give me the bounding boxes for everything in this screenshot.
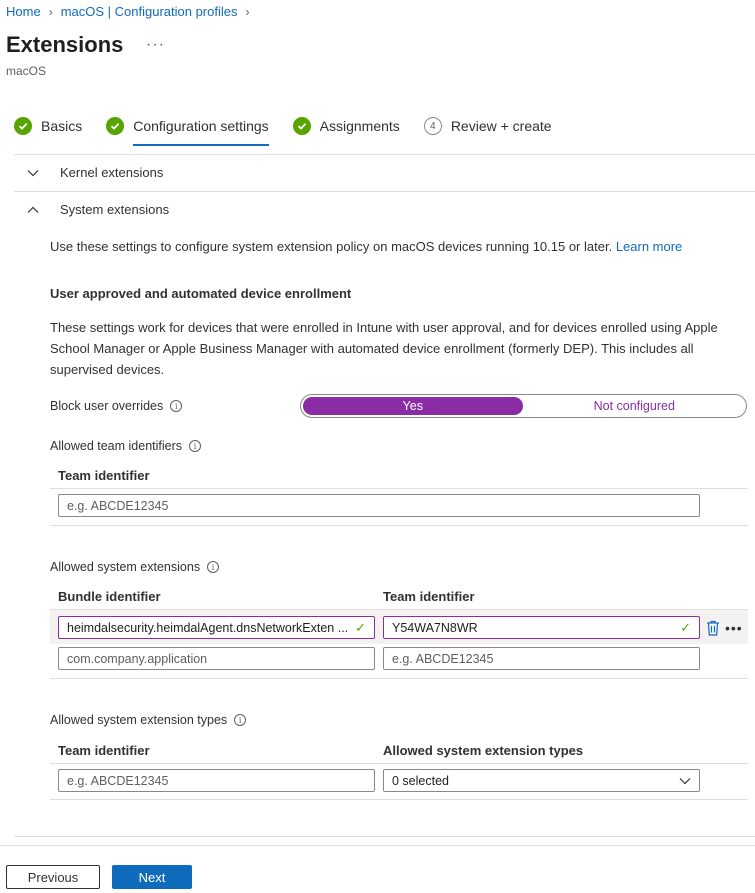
chevron-down-icon xyxy=(24,169,42,177)
more-options-icon[interactable]: ••• xyxy=(725,620,743,636)
bundle-identifier-field[interactable]: heimdalsecurity.heimdalAgent.dnsNetworkExten ... ✓ xyxy=(58,616,375,639)
toggle-not-configured[interactable]: Not configured xyxy=(593,399,675,413)
learn-more-link[interactable]: Learn more xyxy=(615,239,683,254)
step-label: Basics xyxy=(41,118,83,134)
allowed-team-identifiers-label: Allowed team identifiers i xyxy=(50,439,201,453)
divider xyxy=(14,836,755,837)
breadcrumb-home[interactable]: Home xyxy=(6,4,41,19)
team-identifier-input[interactable]: e.g. ABCDE12345 xyxy=(383,647,700,670)
step-label: Assignments xyxy=(319,118,400,134)
divider xyxy=(14,154,755,155)
enrollment-heading: User approved and automated device enrollment xyxy=(50,286,352,301)
enrollment-description: These settings work for devices that were enrolled in Intune with user approval, and for devices enrolled using Apple School Manager or Apple Business Manager with automated device enrollment (formerly DEP). This includes all supervised devices. xyxy=(50,320,718,377)
block-user-overrides-label: Block user overrides i xyxy=(50,399,182,413)
system-extensions-header[interactable] xyxy=(24,202,169,217)
breadcrumb xyxy=(6,4,257,19)
check-circle-icon xyxy=(106,117,124,135)
section-label: Kernel extensions xyxy=(60,165,164,180)
step-number: 4 xyxy=(424,117,442,135)
team-identifier-input[interactable]: e.g. ABCDE12345 xyxy=(58,769,375,792)
system-extensions-description: Use these settings to configure system extension policy on macOS devices running 10.15 or later. Learn more xyxy=(50,239,683,254)
divider xyxy=(50,799,748,800)
step-label: Configuration settings xyxy=(133,118,269,134)
chevron-down-icon xyxy=(679,774,691,788)
check-circle-icon xyxy=(14,117,32,135)
divider xyxy=(50,488,748,489)
allowed-system-extension-types-label: Allowed system extension types i xyxy=(50,713,246,727)
team-identifier-column: Team identifier xyxy=(383,589,475,604)
extension-types-dropdown[interactable]: 0 selected xyxy=(383,769,700,792)
check-circle-icon xyxy=(293,117,311,135)
chevron-up-icon xyxy=(24,206,42,214)
step-label: Review + create xyxy=(450,118,552,134)
chevron-right-icon: › xyxy=(48,4,53,19)
wizard-steps xyxy=(14,114,576,138)
kernel-extensions-header[interactable] xyxy=(24,165,163,180)
footer-divider xyxy=(0,845,755,846)
divider xyxy=(50,763,748,764)
section-label: System extensions xyxy=(60,202,170,217)
chevron-right-icon: › xyxy=(245,4,250,19)
info-icon[interactable]: i xyxy=(207,561,219,573)
page-subtitle: macOS xyxy=(6,64,47,78)
info-icon[interactable]: i xyxy=(234,714,246,726)
divider xyxy=(50,678,748,679)
step-configuration-settings[interactable] xyxy=(106,114,268,138)
delete-icon[interactable] xyxy=(706,620,720,639)
step-review-create[interactable] xyxy=(424,114,552,138)
team-identifier-field[interactable]: Y54WA7N8WR ✓ xyxy=(383,616,700,639)
team-identifier-column: Team identifier xyxy=(58,468,150,483)
team-identifier-input[interactable]: e.g. ABCDE12345 xyxy=(58,494,700,517)
next-button[interactable]: Next xyxy=(112,865,192,889)
more-options-icon[interactable]: ··· xyxy=(146,36,165,53)
step-assignments[interactable] xyxy=(293,114,400,138)
allowed-system-extensions-label: Allowed system extensions i xyxy=(50,560,219,574)
divider xyxy=(50,525,748,526)
checkmark-icon: ✓ xyxy=(355,619,366,635)
team-identifier-column: Team identifier xyxy=(58,743,150,758)
checkmark-icon: ✓ xyxy=(680,619,691,635)
info-icon[interactable]: i xyxy=(170,400,182,412)
breadcrumb-macos-profiles[interactable]: macOS | Configuration profiles xyxy=(60,4,238,19)
block-user-overrides-toggle[interactable] xyxy=(300,394,747,418)
info-icon[interactable]: i xyxy=(189,440,201,452)
step-basics[interactable] xyxy=(14,114,82,138)
page-title: Extensions xyxy=(6,32,124,57)
bundle-identifier-column: Bundle identifier xyxy=(58,589,161,604)
toggle-yes[interactable]: Yes xyxy=(303,397,523,415)
previous-button[interactable]: Previous xyxy=(6,865,100,889)
bundle-identifier-input[interactable]: com.company.application xyxy=(58,647,375,670)
extension-types-column: Allowed system extension types xyxy=(383,743,584,758)
divider xyxy=(14,191,755,192)
